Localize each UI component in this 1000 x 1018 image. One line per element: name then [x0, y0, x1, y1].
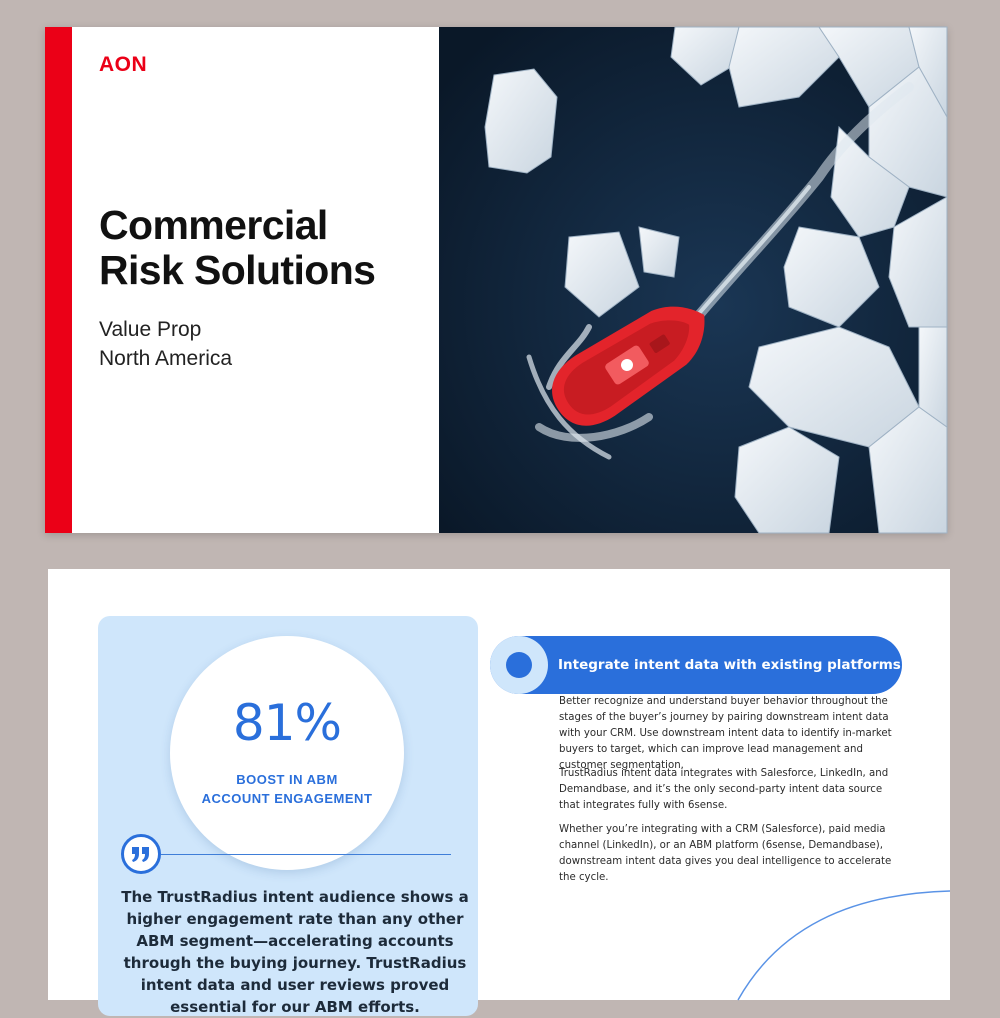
- section-paragraph-2: TrustRadius intent data integrates with Salesforce, LinkedIn, and Demandbase, and it’s the only second-party intent data source that integrates fully with 6sense.: [559, 768, 889, 811]
- brand-red-bar: [45, 27, 72, 533]
- section-paragraph-3: Whether you’re integrating with a CRM (Salesforce), paid media channel (LinkedIn), or an ABM platform (6sense, Demandbase), downstream intent data gives you deal intelligence to accelerate the cycle.: [559, 824, 892, 883]
- slide-title: [99, 203, 439, 293]
- quote-divider: [161, 854, 451, 855]
- stat-value: 81%: [232, 694, 342, 752]
- quote-text: The TrustRadius intent audience shows a higher engagement rate than any other ABM segment—accelerating accounts through the buying journey. TrustRadius intent data and user reviews proved essential for our ABM efforts.: [121, 888, 469, 1016]
- quote-icon: [121, 834, 161, 874]
- stat-label-line-1: BOOST IN ABM: [236, 772, 338, 787]
- icebreaker-illustration: [439, 27, 947, 533]
- subtitle-line-2: North America: [99, 347, 233, 370]
- stats-slide: [48, 569, 950, 1016]
- quote-glyph: [130, 845, 152, 863]
- bullet-circle: [490, 636, 548, 694]
- section-paragraph-1: Better recognize and understand buyer behavior throughout the stages of the buyer’s journey by pairing downstream intent data with your CRM. Use downstream intent data to identify in-market buyers to target, which can improve lead management and customer segmentation.: [559, 696, 892, 771]
- title-line-1: Commercial: [99, 202, 328, 248]
- stat-label-line-2: ACCOUNT ENGAGEMENT: [201, 791, 373, 806]
- bullet-dot: [506, 652, 532, 678]
- section-header-pill: [490, 636, 902, 694]
- title-line-2: Risk Solutions: [99, 247, 376, 293]
- aon-logo: AON: [99, 53, 148, 76]
- stat-label: [170, 770, 404, 808]
- icebreaker-photo: [439, 27, 947, 533]
- stat-circle: [170, 636, 404, 870]
- section-title: Integrate intent data with existing platforms: [558, 657, 901, 673]
- subtitle-line-1: Value Prop: [99, 318, 202, 341]
- title-slide: [45, 27, 947, 533]
